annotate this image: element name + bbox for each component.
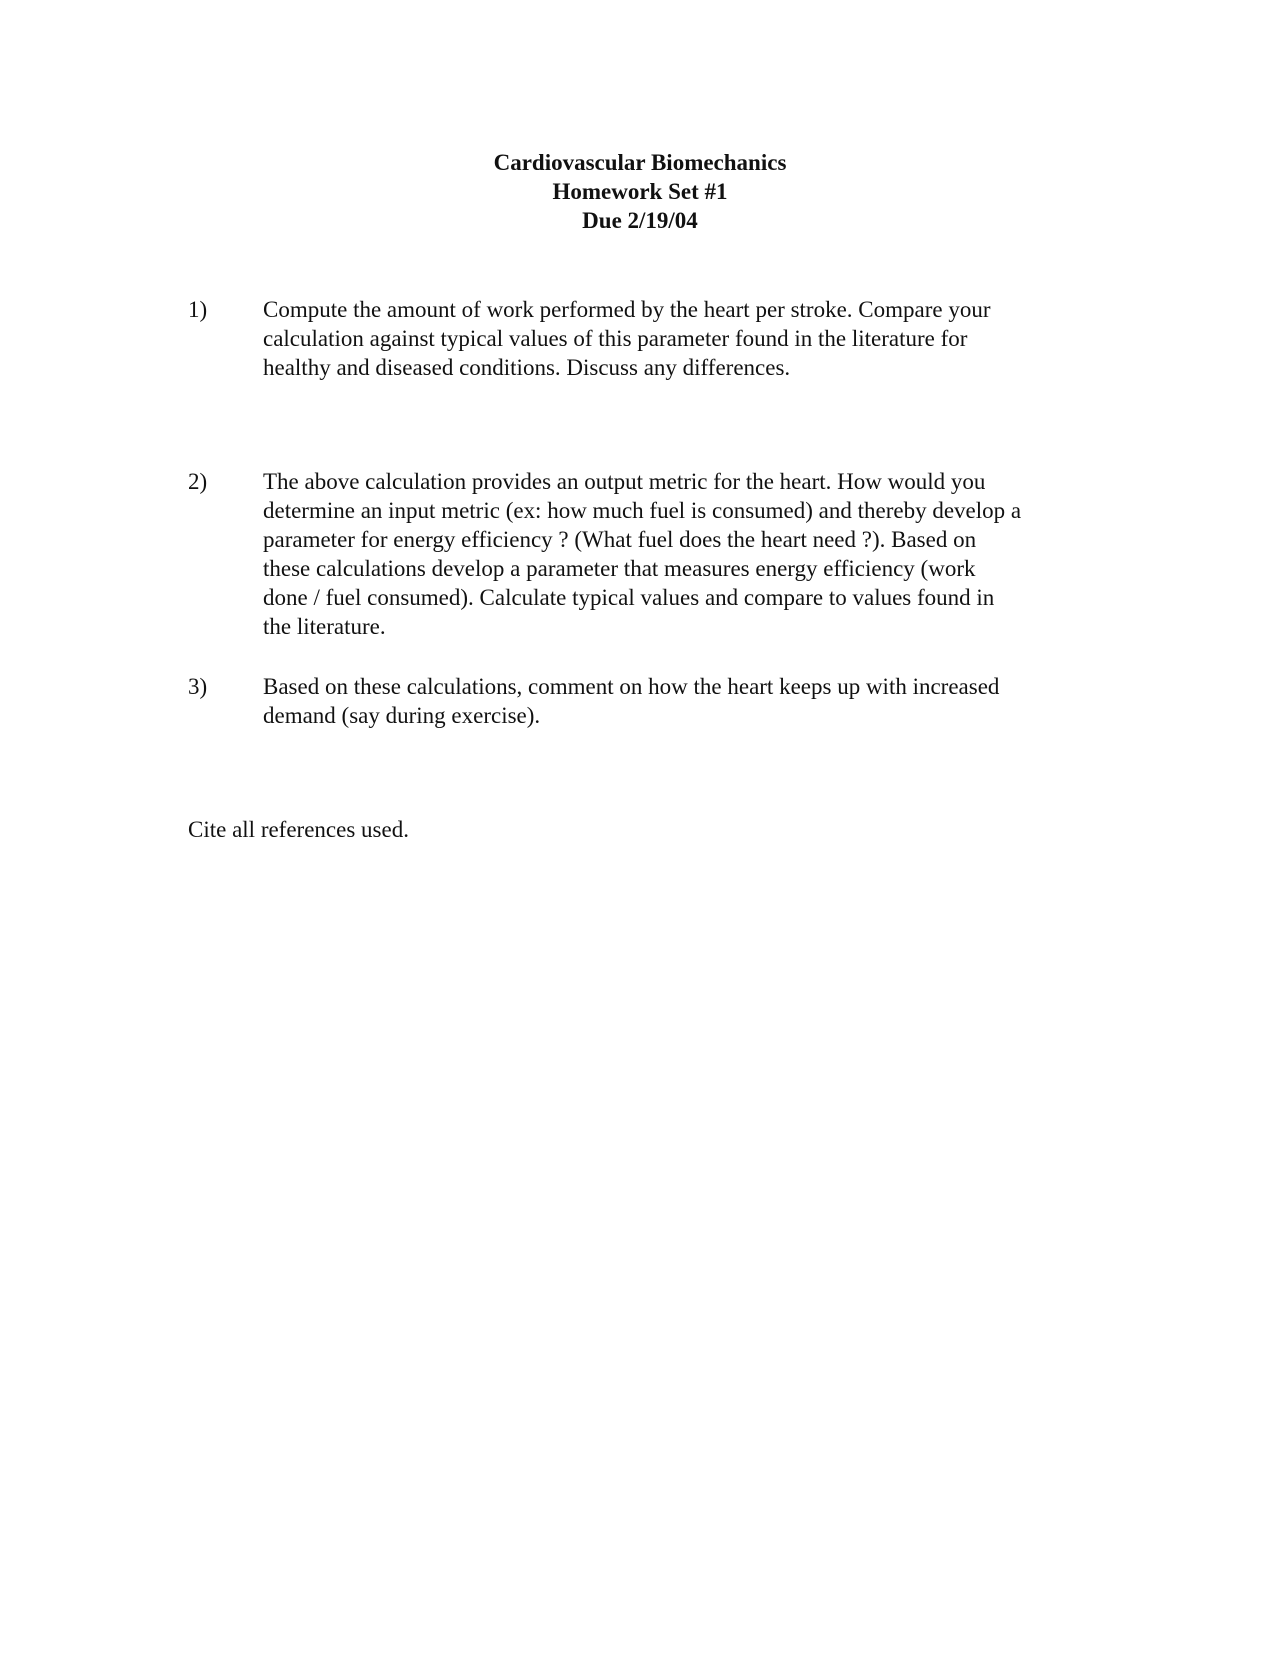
question-line: calculation against typical values of this parameter found in the literature for: [263, 326, 968, 351]
question-line: Compute the amount of work performed by the heart per stroke. Compare your: [263, 297, 991, 322]
course-title: Cardiovascular Biomechanics: [493, 150, 787, 175]
question-line: determine an input metric (ex: how much fuel is consumed) and thereby develop a: [263, 498, 1022, 523]
question-text: [263, 467, 1083, 641]
question-number: 2): [188, 469, 208, 494]
question-line: done / fuel consumed). Calculate typical values and compare to values found in: [263, 585, 995, 610]
question-text: [263, 295, 1083, 382]
closing-note: Cite all references used.: [188, 817, 409, 842]
question-number: 3): [188, 674, 208, 699]
question-number: 1): [188, 297, 208, 322]
question-line: Based on these calculations, comment on how the heart keeps up with increased: [263, 674, 1000, 699]
question-line: healthy and diseased conditions. Discuss any differences.: [263, 355, 791, 380]
due-date: Due 2/19/04: [582, 208, 698, 233]
question-text: [263, 672, 1083, 730]
question-line: parameter for energy efficiency ? (What fuel does the heart need ?). Based on: [263, 527, 977, 552]
question-line: these calculations develop a parameter that measures energy efficiency (work: [263, 556, 976, 581]
assignment-title: Homework Set #1: [552, 179, 728, 204]
document-header: [0, 148, 1280, 235]
question-line: the literature.: [263, 614, 386, 639]
question-line: The above calculation provides an output metric for the heart. How would you: [263, 469, 986, 494]
question-line: demand (say during exercise).: [263, 703, 541, 728]
